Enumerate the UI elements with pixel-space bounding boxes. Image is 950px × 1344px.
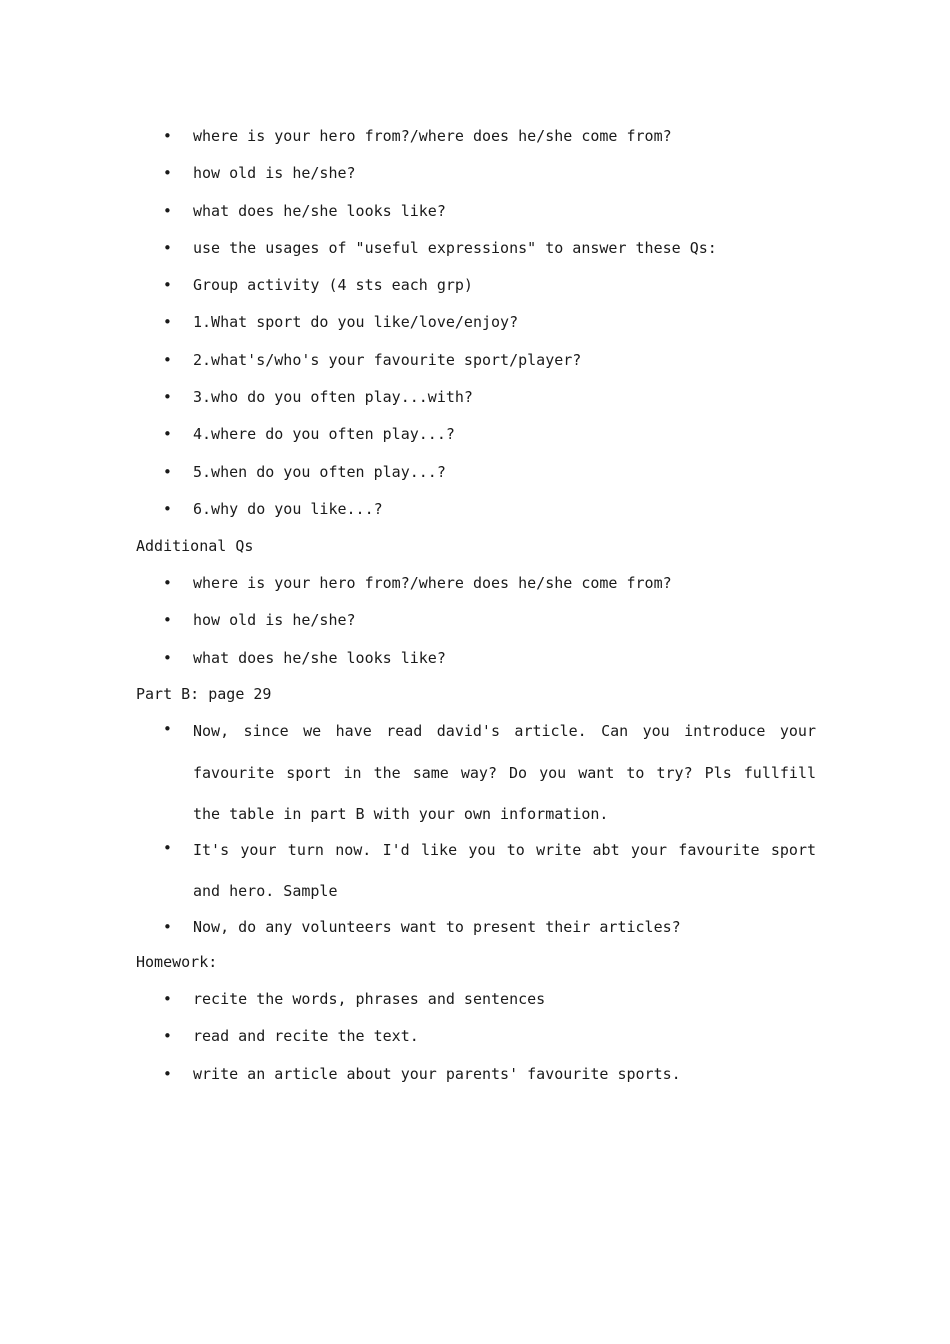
- list-item: • where is your hero from?/where does he/she come from?: [136, 565, 816, 602]
- list-item: • 5.when do you often play...?: [136, 454, 816, 491]
- bullet-icon: •: [163, 611, 172, 630]
- list-item: • what does he/she looks like?: [136, 193, 816, 230]
- bullet-icon: •: [163, 201, 172, 220]
- list-item: • 2.what's/who's your favourite sport/player?: [136, 342, 816, 379]
- list-item: • read and recite the text.: [136, 1018, 816, 1055]
- list-item: • 6.why do you like...?: [136, 491, 816, 528]
- list-item: • recite the words, phrases and sentences: [136, 981, 816, 1018]
- list-item: • Now, do any volunteers want to present their articles?: [136, 909, 816, 946]
- bullet-icon: •: [163, 164, 172, 183]
- bullet-icon: •: [163, 388, 172, 407]
- bullet-icon: •: [163, 990, 172, 1008]
- list-item: • It's your turn now. I'd like you to write abt your favourite sport and hero. Sample: [136, 830, 816, 913]
- additional-heading: Additional Qs: [136, 537, 254, 555]
- list-item: • write an article about your parents' favourite sports.: [136, 1056, 816, 1093]
- list-item: • how old is he/she?: [136, 602, 816, 639]
- bullet-icon: •: [163, 917, 172, 936]
- bullet-icon: •: [163, 720, 172, 738]
- list-item: • Group activity (4 sts each grp): [136, 267, 816, 304]
- question-list: [136, 118, 816, 528]
- homework-heading: Homework:: [136, 953, 218, 971]
- bullet-icon: •: [163, 1027, 172, 1046]
- bullet-icon: •: [163, 648, 172, 667]
- part-b-heading: Part B: page 29: [136, 685, 272, 703]
- bullet-icon: •: [163, 1064, 172, 1083]
- bullet-icon: •: [163, 574, 172, 592]
- bullet-icon: •: [163, 127, 172, 145]
- bullet-icon: •: [163, 313, 172, 332]
- list-item: • 4.where do you often play...?: [136, 416, 816, 453]
- list-item: • use the usages of "useful expressions" to answer these Qs:: [136, 230, 816, 267]
- list-item: • what does he/she looks like?: [136, 640, 816, 677]
- bullet-icon: •: [163, 462, 172, 481]
- bullet-icon: •: [163, 276, 172, 295]
- list-item: • where is your hero from?/where does he/she come from?: [136, 118, 816, 155]
- bullet-icon: •: [163, 425, 172, 444]
- bullet-icon: •: [163, 238, 172, 257]
- list-item: • Now, since we have read david's article. Can you introduce your favourite sport in the same way? Do you want to try? Pls fullfill the table in part B with your own information.: [136, 711, 816, 836]
- bullet-icon: •: [163, 838, 172, 857]
- bullet-icon: •: [163, 350, 172, 369]
- list-item: • 1.What sport do you like/love/enjoy?: [136, 304, 816, 341]
- list-item: • 3.who do you often play...with?: [136, 379, 816, 416]
- additional-section: [136, 528, 816, 677]
- homework-section: [136, 944, 816, 1093]
- part-b-section: [136, 676, 816, 946]
- bullet-icon: •: [163, 499, 172, 518]
- list-item: • how old is he/she?: [136, 155, 816, 192]
